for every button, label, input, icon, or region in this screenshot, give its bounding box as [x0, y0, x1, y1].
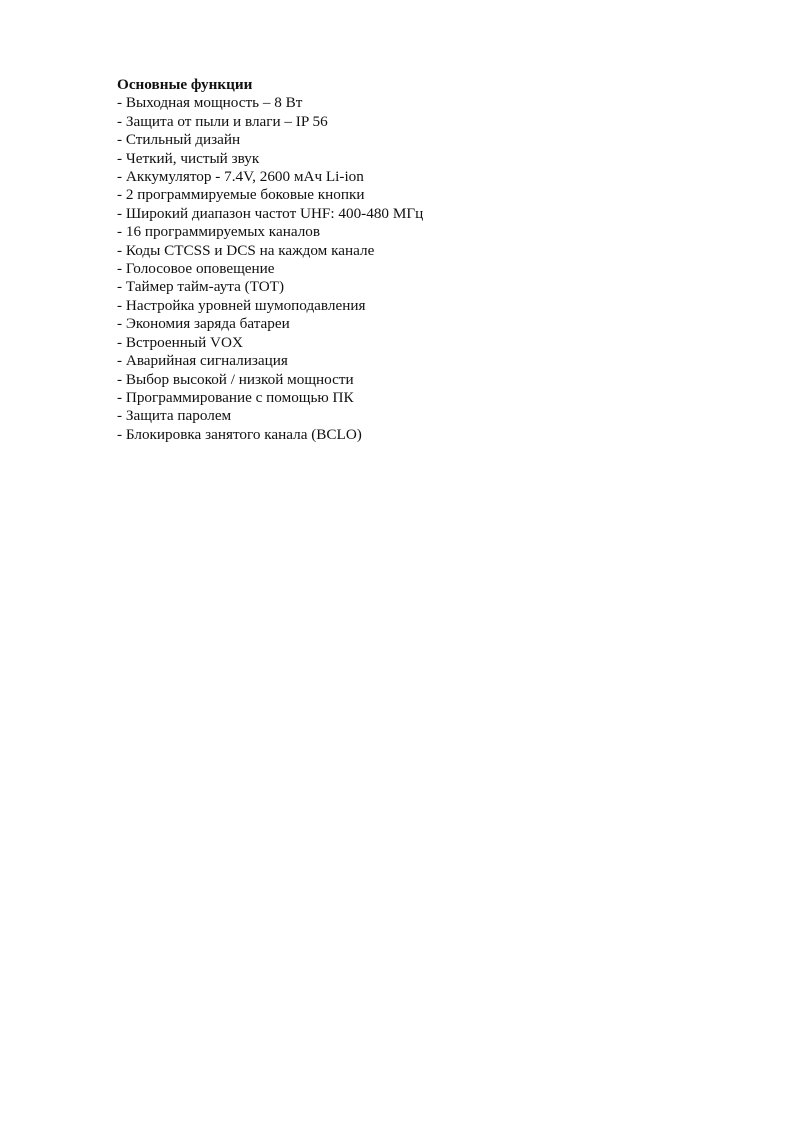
feature-item: - Блокировка занятого канала (BCLO) [117, 425, 362, 443]
feature-item: - Коды CTCSS и DCS на каждом канале [117, 241, 375, 259]
document-content [117, 76, 737, 444]
feature-item: - 2 программируемые боковые кнопки [117, 186, 365, 204]
feature-list [117, 94, 737, 444]
feature-item: - Защита паролем [117, 407, 232, 425]
section-heading: Основные функции [117, 76, 253, 93]
feature-item: - Настройка уровней шумоподавления [117, 296, 366, 314]
feature-item: - Выходная мощность – 8 Вт [117, 94, 303, 112]
feature-item: - Четкий, чистый звук [117, 149, 260, 167]
feature-item: - Экономия заряда батареи [117, 315, 290, 333]
feature-item: - Программирование с помощью ПК [117, 388, 354, 406]
feature-item: - Таймер тайм-аута (TOT) [117, 278, 285, 296]
feature-item: - Широкий диапазон частот UHF: 400-480 МГц [117, 204, 424, 222]
feature-item: - Стильный дизайн [117, 131, 241, 149]
feature-item: - Аварийная сигнализация [117, 352, 288, 370]
feature-item: - Защита от пыли и влаги – IP 56 [117, 112, 328, 130]
feature-item: - Аккумулятор - 7.4V, 2600 мАч Li-ion [117, 168, 364, 186]
feature-item: - 16 программируемых каналов [117, 223, 321, 241]
feature-item: - Выбор высокой / низкой мощности [117, 370, 354, 388]
feature-item: - Голосовое оповещение [117, 260, 275, 278]
feature-item: - Встроенный VOX [117, 333, 243, 351]
